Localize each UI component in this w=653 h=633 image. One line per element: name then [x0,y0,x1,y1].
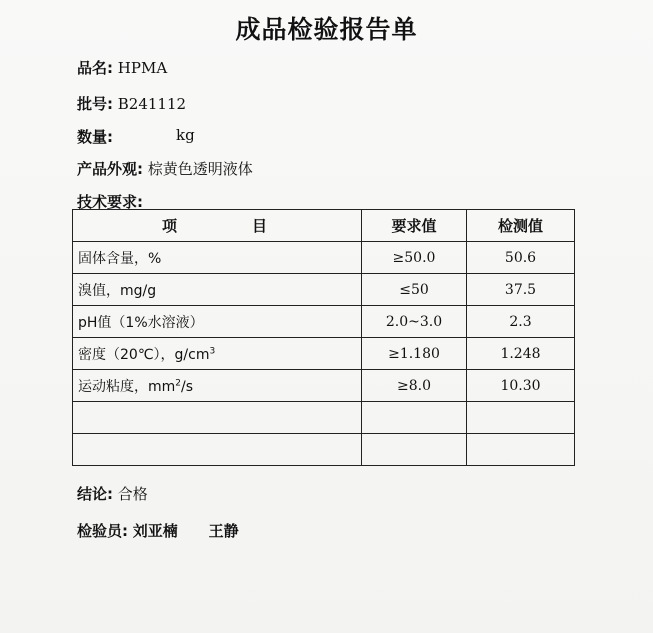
quantity-unit: kg [176,126,195,144]
row-result: 2.3 [467,306,575,338]
row-item: pH值（1%水溶液） [73,306,362,338]
table-row [73,370,575,402]
spec-table [72,209,575,466]
inspector-row [77,520,239,541]
row-required: ≥1.180 [362,338,467,370]
conclusion-row [77,483,148,504]
inspector-label: 检验员: [77,522,128,540]
quantity-row [77,126,195,147]
row-item: 密度（20℃），$g/cm^3$ [73,338,362,370]
batch-value: B241112 [117,95,187,113]
row-item: 固体含量，% [73,242,362,274]
table-row-empty [73,402,575,434]
conclusion-label: 结论: [77,485,113,503]
row-result: 1.248 [467,338,575,370]
row-required: 2.0~3.0 [362,306,467,338]
row-required: ≤50 [362,274,467,306]
header-result: 检测值 [467,210,575,242]
tech-requirements-label: 技术要求: [77,193,143,211]
product-name-value: HPMA [117,59,168,77]
header-item: 项 目 [73,210,362,242]
appearance-label: 产品外观: [77,160,143,178]
row-result: 50.6 [467,242,575,274]
quantity-label: 数量: [77,128,113,146]
table-row [73,242,575,274]
row-item: 运动粘度，$mm^2/s$ [73,370,362,402]
batch-row [77,93,186,114]
header-required: 要求值 [362,210,467,242]
appearance-row [77,158,253,179]
table-row [73,338,575,370]
inspector-name-1: 刘亚楠 [132,522,178,540]
product-name-label: 品名: [77,59,113,77]
row-required: ≥50.0 [362,242,467,274]
table-row [73,274,575,306]
row-result: 37.5 [467,274,575,306]
row-item: 溴值，mg/g [73,274,362,306]
batch-label: 批号: [77,95,113,113]
report-title: 成品检验报告单 [235,15,418,44]
product-name-row [77,57,167,78]
table-header-row [73,210,575,242]
conclusion-value: 合格 [117,485,148,503]
appearance-value: 棕黄色透明液体 [147,160,253,178]
inspector-name-2: 王静 [208,522,239,540]
table-row-empty [73,434,575,466]
row-required: ≥8.0 [362,370,467,402]
table-row [73,306,575,338]
row-result: 10.30 [467,370,575,402]
